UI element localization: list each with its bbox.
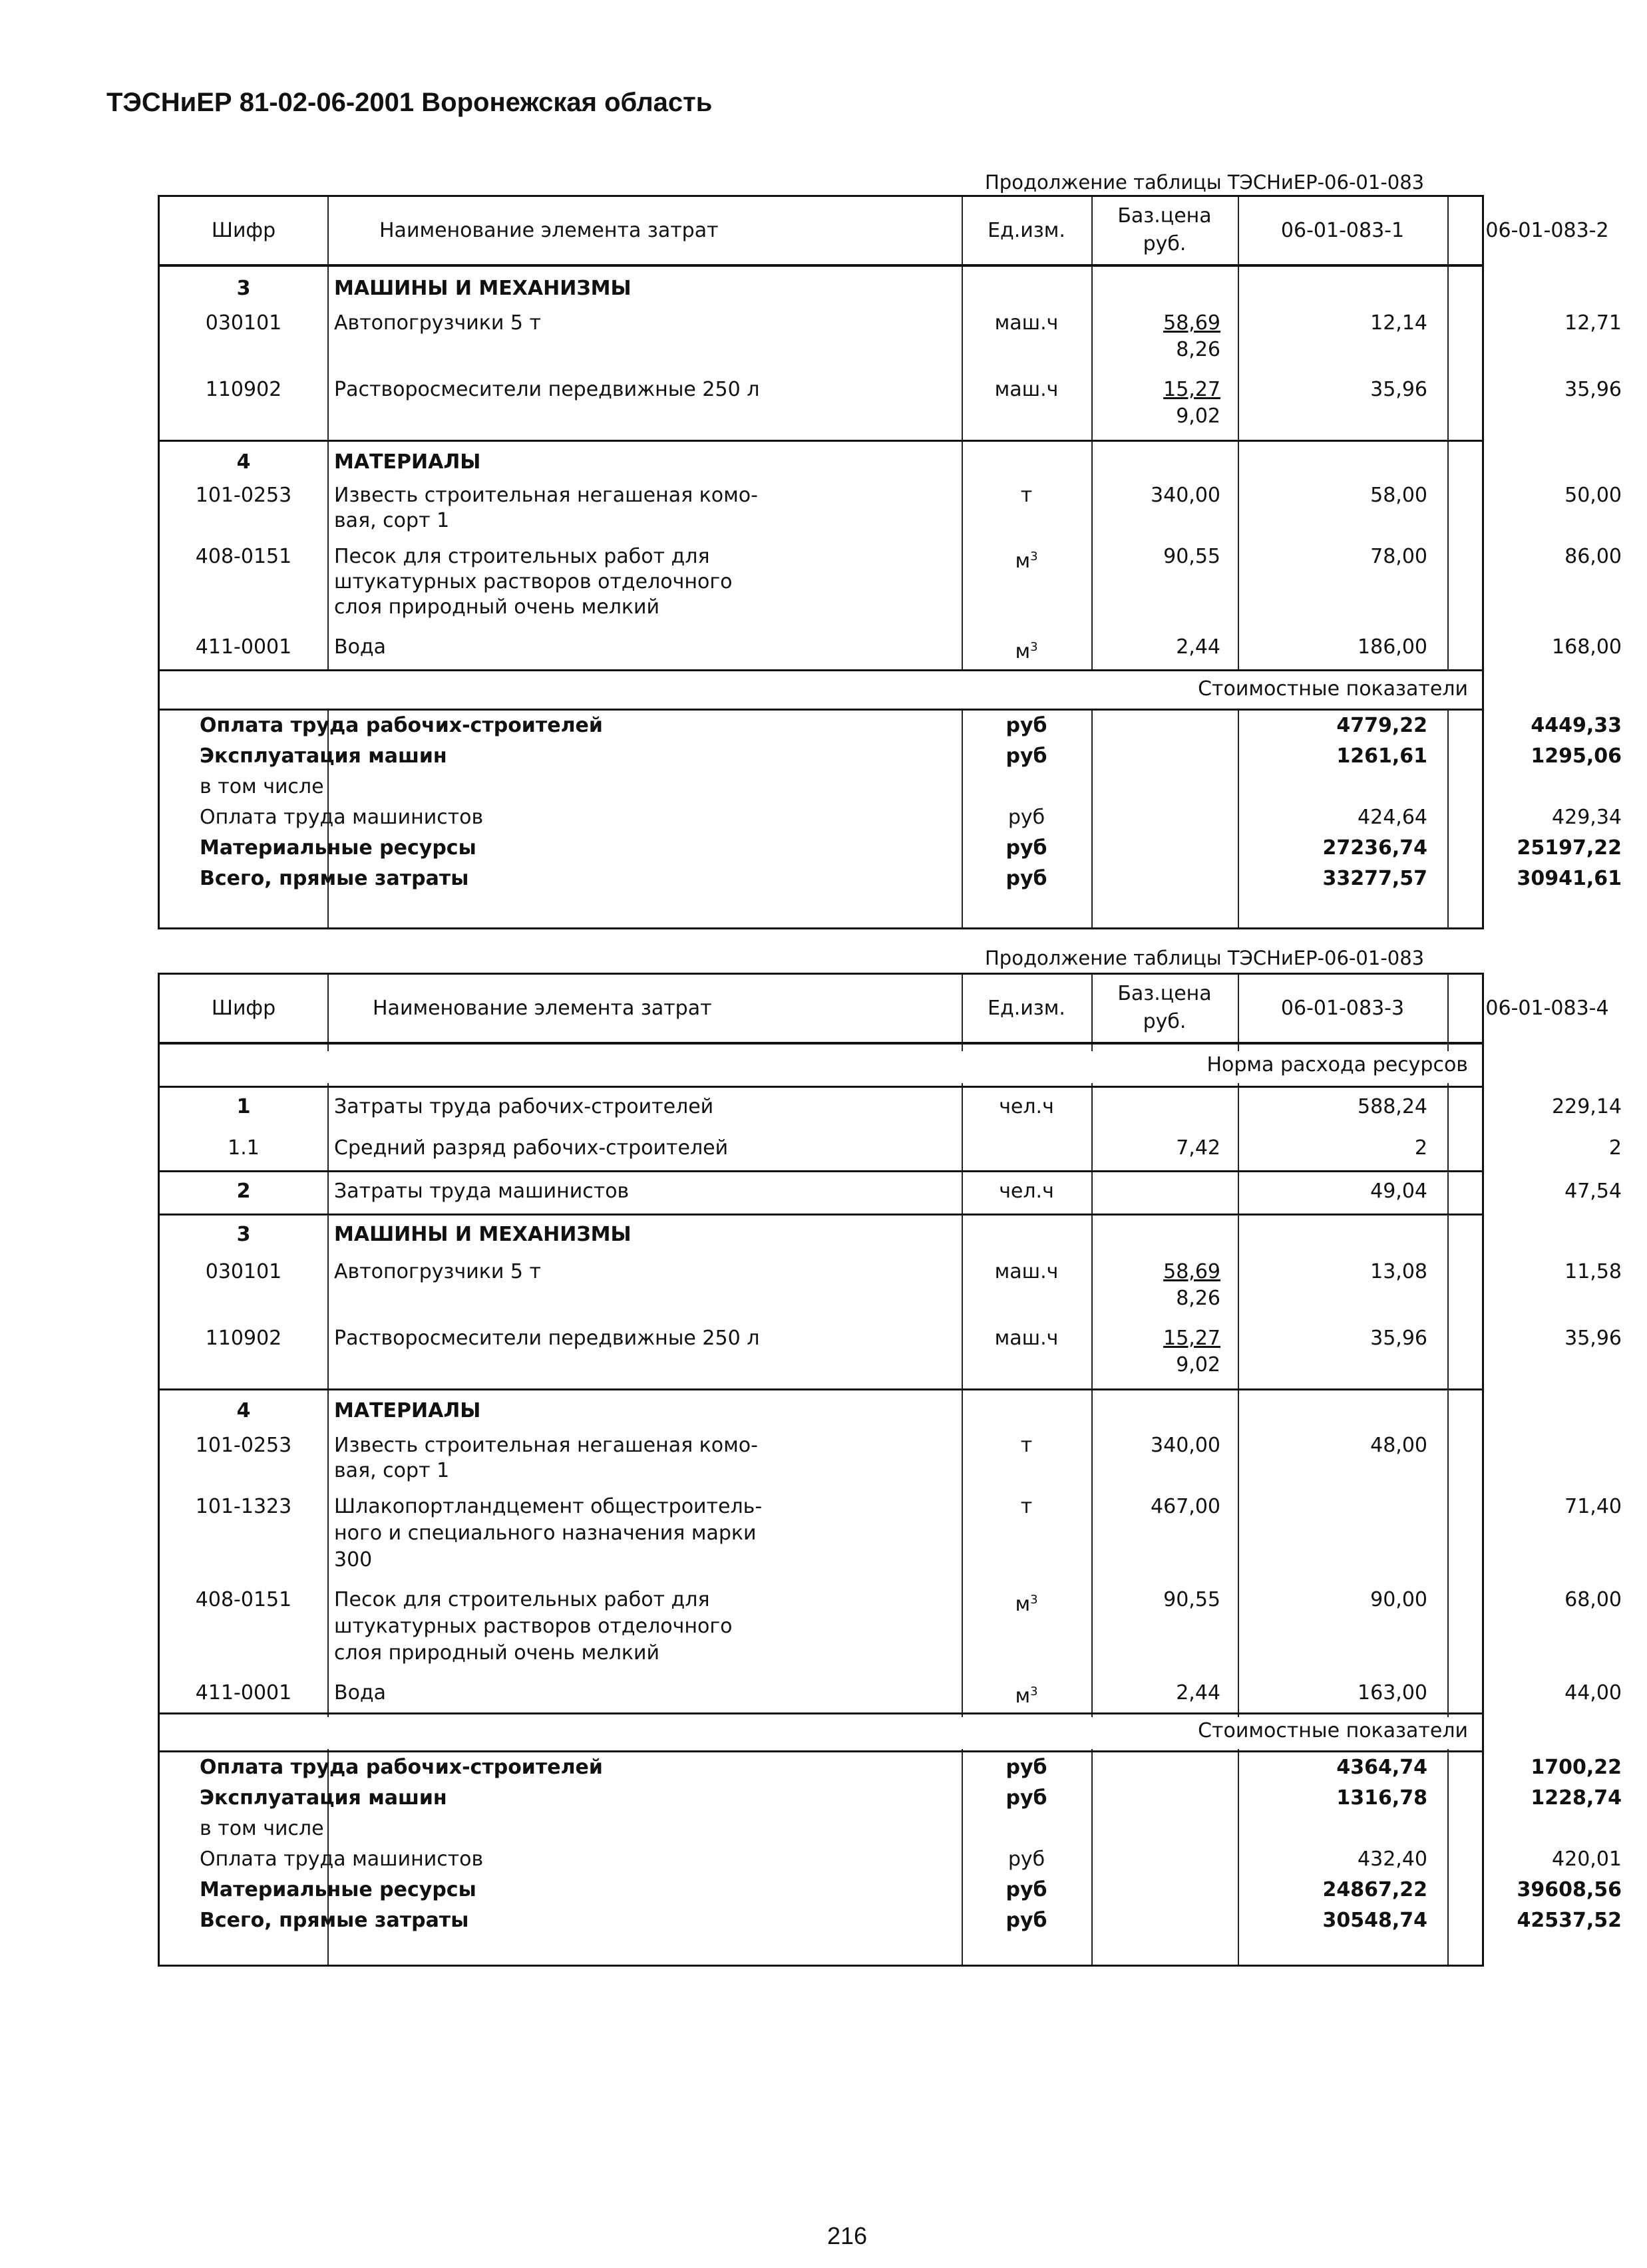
summary-unit: руб	[1007, 1848, 1045, 1871]
summary-row	[160, 772, 1482, 802]
row-unit: $м^3$	[1015, 640, 1038, 663]
summary-row	[160, 802, 1622, 833]
row-unit: $м^3$	[1015, 1593, 1038, 1616]
summary-row	[160, 833, 1622, 864]
col-header-price-line1: Баз.цена	[1117, 982, 1212, 1005]
row-name-line3: слоя природный очень мелкий	[334, 1641, 659, 1665]
row-value-b: 168,00	[1552, 635, 1622, 659]
summary-row	[160, 1844, 1622, 1875]
section-title: МАШИНЫ И МЕХАНИЗМЫ	[334, 1223, 632, 1246]
summary-unit: руб	[1006, 1756, 1047, 1779]
summary-value-b: 1228,74	[1531, 1786, 1622, 1810]
summary-row	[160, 1750, 1622, 1783]
summary-value-b: 1295,06	[1531, 744, 1622, 768]
row-value-b: 35,96	[1564, 1327, 1622, 1350]
summary-label: Оплата труда рабочих-строителей	[200, 1756, 603, 1779]
col-header-code: Шифр	[211, 219, 276, 242]
row-unit: чел.ч	[999, 1095, 1054, 1118]
summary-unit: руб	[1006, 744, 1047, 768]
summary-label: Материальные ресурсы	[200, 1878, 476, 1901]
row-name-line2: вая, сорт 1	[334, 1459, 450, 1482]
summary-unit: руб	[1006, 867, 1047, 890]
row-unit: чел.ч	[999, 1180, 1054, 1203]
table-row	[160, 1675, 1622, 1712]
row-price-secondary: 8,26	[1176, 338, 1220, 361]
col-header-code-a: 06-01-083-1	[1280, 219, 1405, 242]
row-price: 467,00	[1151, 1495, 1220, 1518]
row-price-secondary: 9,02	[1176, 405, 1220, 428]
row-value-b: 71,40	[1564, 1495, 1622, 1518]
summary-value-a: 4779,22	[1336, 714, 1427, 737]
row-price: 58,69	[1163, 1260, 1220, 1283]
row-name: Вода	[334, 635, 387, 659]
table-row	[160, 1129, 1622, 1170]
page-number: 216	[826, 2222, 868, 2249]
table-row	[160, 542, 1622, 629]
table-row	[160, 629, 1622, 669]
row-value-a: 48,00	[1370, 1434, 1427, 1457]
summary-label: Всего, прямые затраты	[200, 867, 469, 890]
row-name-line1: Шлакопортландцемент общестроитель-	[334, 1495, 763, 1518]
summary-value-a: 424,64	[1358, 806, 1427, 829]
summary-unit: руб	[1006, 1786, 1047, 1810]
summary-value-b: 4449,33	[1531, 714, 1622, 737]
row-price: 2,44	[1176, 635, 1220, 659]
summary-unit: руб	[1007, 806, 1045, 829]
section-number: 3	[236, 277, 251, 300]
row-value-b: 47,54	[1564, 1180, 1622, 1203]
row-value-b: 44,00	[1564, 1681, 1622, 1704]
table-header	[160, 975, 1609, 1045]
row-price: 15,27	[1163, 378, 1220, 401]
summary-unit: руб	[1006, 1909, 1047, 1932]
table-continuation-caption: Продолжение таблицы ТЭСНиЕР-06-01-083	[985, 947, 1425, 969]
summary-value-a: 33277,57	[1322, 867, 1427, 890]
summary-value-a: 30548,74	[1322, 1909, 1427, 1932]
row-price: 2,44	[1176, 1681, 1220, 1704]
summary-value-b: 39608,56	[1517, 1878, 1622, 1901]
summary-row	[160, 741, 1622, 772]
col-header-price-line2: руб.	[1143, 232, 1187, 255]
summary-label: в том числе	[200, 775, 324, 798]
summary-label: в том числе	[200, 1817, 324, 1840]
table-continuation-caption: Продолжение таблицы ТЭСНиЕР-06-01-083	[985, 171, 1425, 194]
row-unit: маш.ч	[994, 378, 1059, 401]
norm-header-row	[160, 1045, 1482, 1086]
summary-row	[160, 1814, 1482, 1844]
row-unit: т	[1020, 1434, 1033, 1457]
section-title: МАШИНЫ И МЕХАНИЗМЫ	[334, 277, 632, 300]
row-code: 030101	[205, 311, 282, 335]
summary-value-b: 429,34	[1552, 806, 1622, 829]
row-name: Растворосмесители передвижные 250 л	[334, 1327, 760, 1350]
row-code: 2	[236, 1180, 251, 1203]
section-row	[160, 440, 1482, 480]
col-header-name: Наименование элемента затрат	[379, 219, 719, 242]
row-unit: т	[1020, 1495, 1033, 1518]
row-value-a: 78,00	[1370, 545, 1427, 568]
summary-value-a: 1316,78	[1336, 1786, 1427, 1810]
row-code: 408-0151	[195, 545, 292, 568]
row-name-line1: Известь строительная негашеная комо-	[334, 484, 758, 507]
row-name: Вода	[334, 1681, 387, 1704]
section-row	[160, 1388, 1482, 1430]
row-value-a: 163,00	[1358, 1681, 1427, 1704]
row-value-b: 2	[1608, 1136, 1622, 1160]
row-name: Автопогрузчики 5 т	[334, 1260, 541, 1283]
row-name-line2: штукатурных растворов отделочного	[334, 1615, 733, 1638]
col-header-code: Шифр	[211, 997, 276, 1020]
section-title: МАТЕРИАЛЫ	[334, 450, 481, 474]
section-title: МАТЕРИАЛЫ	[334, 1399, 481, 1422]
row-unit: маш.ч	[994, 1327, 1059, 1350]
col-header-code-a: 06-01-083-3	[1280, 997, 1405, 1020]
row-name: Растворосмесители передвижные 250 л	[334, 378, 760, 401]
row-value-b: 12,71	[1564, 311, 1622, 335]
row-unit: маш.ч	[994, 1260, 1059, 1283]
row-value-b: 35,96	[1564, 378, 1622, 401]
norm-header-title: Норма расхода ресурсов	[161, 1051, 1481, 1083]
row-price-secondary: 8,26	[1176, 1287, 1220, 1310]
summary-value-a: 4364,74	[1336, 1756, 1427, 1779]
table-row	[160, 1254, 1622, 1321]
section-row	[160, 267, 1482, 307]
cost-indicators-header	[160, 669, 1482, 709]
row-code: 110902	[205, 1327, 282, 1350]
row-unit: маш.ч	[994, 311, 1059, 335]
row-code: 101-0253	[195, 1434, 292, 1457]
cost-indicators-title: Стоимостные показатели	[161, 1717, 1481, 1749]
summary-value-b: 25197,22	[1517, 836, 1622, 860]
summary-label: Всего, прямые затраты	[200, 1909, 469, 1932]
row-value-a: 12,14	[1370, 311, 1427, 335]
table-row	[160, 1170, 1622, 1214]
table-row	[160, 307, 1622, 373]
row-code: 408-0151	[195, 1588, 292, 1611]
row-value-a: 588,24	[1358, 1095, 1427, 1118]
row-name: Средний разряд рабочих-строителей	[334, 1136, 729, 1160]
row-price: 90,55	[1163, 1588, 1220, 1611]
row-name: Затраты труда машинистов	[334, 1180, 630, 1203]
row-value-b: 50,00	[1564, 484, 1622, 507]
summary-label: Эксплуатация машин	[200, 744, 447, 768]
row-value-a: 35,96	[1370, 1327, 1427, 1350]
summary-value-a: 1261,61	[1336, 744, 1427, 768]
row-value-a: 2	[1414, 1136, 1427, 1160]
row-code: 1	[236, 1095, 251, 1118]
row-code: 101-0253	[195, 484, 292, 507]
row-value-a: 49,04	[1370, 1180, 1427, 1203]
row-price: 340,00	[1151, 484, 1220, 507]
row-value-b: 11,58	[1564, 1260, 1622, 1283]
row-name-line2: вая, сорт 1	[334, 509, 450, 532]
summary-value-a: 24867,22	[1322, 1878, 1427, 1901]
row-value-a: 90,00	[1370, 1588, 1427, 1611]
summary-row	[160, 1875, 1622, 1905]
table-row	[160, 1430, 1482, 1492]
summary-row	[160, 1783, 1622, 1814]
row-value-a: 58,00	[1370, 484, 1427, 507]
row-code: 411-0001	[195, 1681, 292, 1704]
row-price: 15,27	[1163, 1327, 1220, 1350]
row-name-line2: ного и специального назначения марки	[334, 1522, 757, 1545]
row-code: 1.1	[228, 1136, 260, 1160]
summary-value-b: 30941,61	[1517, 867, 1622, 890]
section-number: 3	[236, 1223, 251, 1246]
row-unit: $м^3$	[1015, 1685, 1038, 1708]
row-value-b: 86,00	[1564, 545, 1622, 568]
col-header-price-line1: Баз.цена	[1117, 204, 1212, 228]
row-code: 411-0001	[195, 635, 292, 659]
row-code: 110902	[205, 378, 282, 401]
section-number: 4	[236, 1399, 251, 1422]
row-value-b: 229,14	[1552, 1095, 1622, 1118]
section-number: 4	[236, 450, 251, 474]
col-header-price-line2: руб.	[1143, 1010, 1187, 1033]
summary-label: Материальные ресурсы	[200, 836, 476, 860]
col-header-unit: Ед.изм.	[988, 219, 1065, 242]
row-name-line3: 300	[334, 1548, 373, 1571]
table-row	[160, 373, 1622, 440]
row-name: Затраты труда рабочих-строителей	[334, 1095, 714, 1118]
row-name-line1: Песок для строительных работ для	[334, 1588, 710, 1611]
col-header-code-b: 06-01-083-4	[1485, 997, 1609, 1020]
summary-label: Оплата труда рабочих-строителей	[200, 714, 603, 737]
table-row	[160, 480, 1622, 542]
row-name-line2: штукатурных растворов отделочного	[334, 570, 733, 593]
summary-label: Оплата труда машинистов	[200, 1848, 484, 1871]
row-price: 58,69	[1163, 311, 1220, 335]
table-header	[160, 197, 1609, 267]
section-row	[160, 1214, 1482, 1254]
summary-value-b: 42537,52	[1517, 1909, 1622, 1932]
row-name: Автопогрузчики 5 т	[334, 311, 541, 335]
row-name-line1: Известь строительная негашеная комо-	[334, 1434, 758, 1457]
cost-indicators-header	[160, 1712, 1482, 1750]
row-price: 7,42	[1176, 1136, 1220, 1160]
summary-value-b: 420,01	[1552, 1848, 1622, 1871]
cost-indicators-title: Стоимостные показатели	[161, 675, 1481, 707]
summary-label: Эксплуатация машин	[200, 1786, 447, 1810]
summary-value-a: 432,40	[1358, 1848, 1427, 1871]
summary-row	[160, 1905, 1622, 1936]
row-code: 030101	[205, 1260, 282, 1283]
row-name-line1: Песок для строительных работ для	[334, 545, 710, 568]
summary-value-b: 1700,22	[1531, 1756, 1622, 1779]
row-value-a: 35,96	[1370, 378, 1427, 401]
row-price: 340,00	[1151, 1434, 1220, 1457]
row-price-secondary: 9,02	[1176, 1353, 1220, 1377]
table-row	[160, 1086, 1622, 1129]
document-title: ТЭСНиЕР 81-02-06-2001 Воронежская область	[106, 88, 713, 117]
row-name-line3: слоя природный очень мелкий	[334, 595, 659, 619]
col-header-code-b: 06-01-083-2	[1485, 219, 1609, 242]
summary-label: Оплата труда машинистов	[200, 806, 484, 829]
resource-table-2	[158, 973, 1622, 1967]
row-value-b: 68,00	[1564, 1588, 1622, 1611]
summary-value-a: 27236,74	[1322, 836, 1427, 860]
summary-unit: руб	[1006, 714, 1047, 737]
row-value-a: 13,08	[1370, 1260, 1427, 1283]
resource-table-1	[158, 195, 1622, 929]
summary-row	[160, 864, 1622, 894]
summary-unit: руб	[1006, 836, 1047, 860]
summary-unit: руб	[1006, 1878, 1047, 1901]
table-row	[160, 1321, 1622, 1388]
table-row	[160, 1585, 1622, 1675]
col-header-name: Наименование элемента затрат	[373, 997, 712, 1020]
summary-row	[160, 709, 1622, 741]
row-value-a: 186,00	[1358, 635, 1427, 659]
row-code: 101-1323	[195, 1495, 292, 1518]
table-row	[160, 1492, 1622, 1585]
row-unit: т	[1020, 484, 1033, 507]
col-header-unit: Ед.изм.	[988, 997, 1065, 1020]
row-unit: $м^3$	[1015, 550, 1038, 573]
row-price: 90,55	[1163, 545, 1220, 568]
